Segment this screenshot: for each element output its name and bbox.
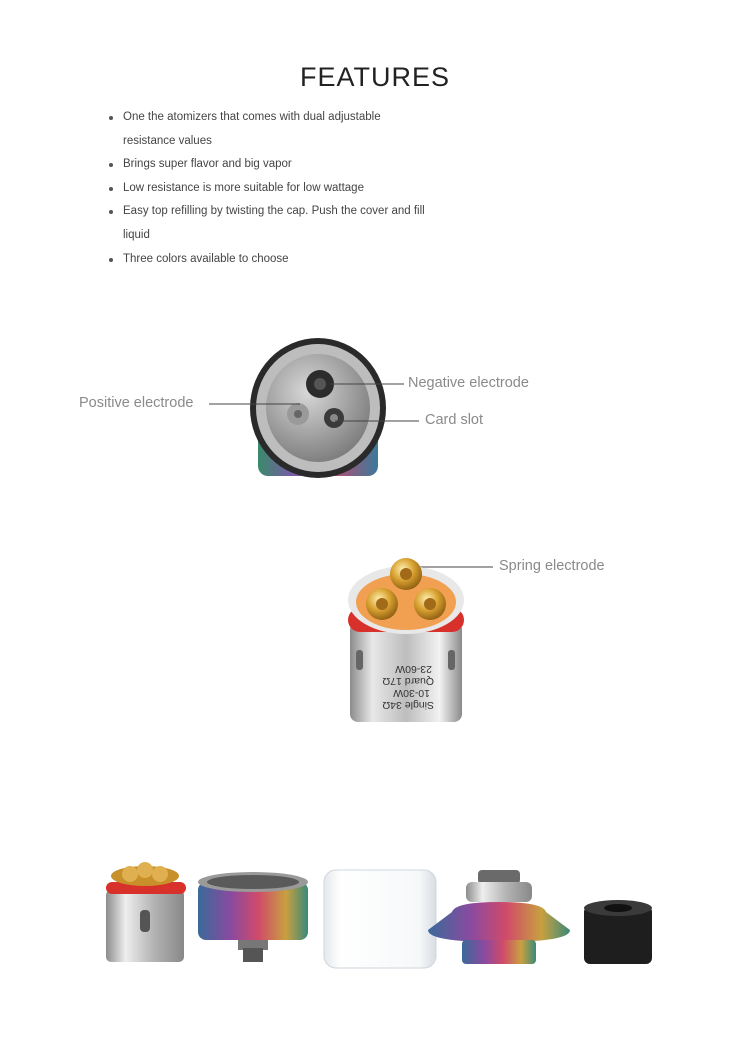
feature-item: Low resistance is more suitable for low wattage <box>108 177 428 201</box>
positive-electrode-label: Positive electrode <box>79 395 194 411</box>
feature-item: Three colors available to choose <box>108 248 428 272</box>
coil-image <box>344 552 468 724</box>
components-image <box>100 860 660 975</box>
feature-item: Easy top refilling by twisting the cap. Push the cover and fill liquid <box>108 200 428 247</box>
coil-print-text: 10-30W <box>393 687 430 699</box>
coil-print-text: Quard 17Ω <box>382 675 434 687</box>
feature-item: One the atomizers that comes with dual adjustable resistance values <box>108 106 428 153</box>
page-title: FEATURES <box>299 62 450 93</box>
negative-electrode-label: Negative electrode <box>408 375 529 391</box>
coil-print-text: 23-60W <box>395 663 432 675</box>
spring-electrode-label: Spring electrode <box>499 558 605 574</box>
feature-item: Brings super flavor and big vapor <box>108 153 428 177</box>
coil-print-text: Single 34Ω <box>382 699 434 711</box>
card-slot-label: Card slot <box>425 412 484 428</box>
